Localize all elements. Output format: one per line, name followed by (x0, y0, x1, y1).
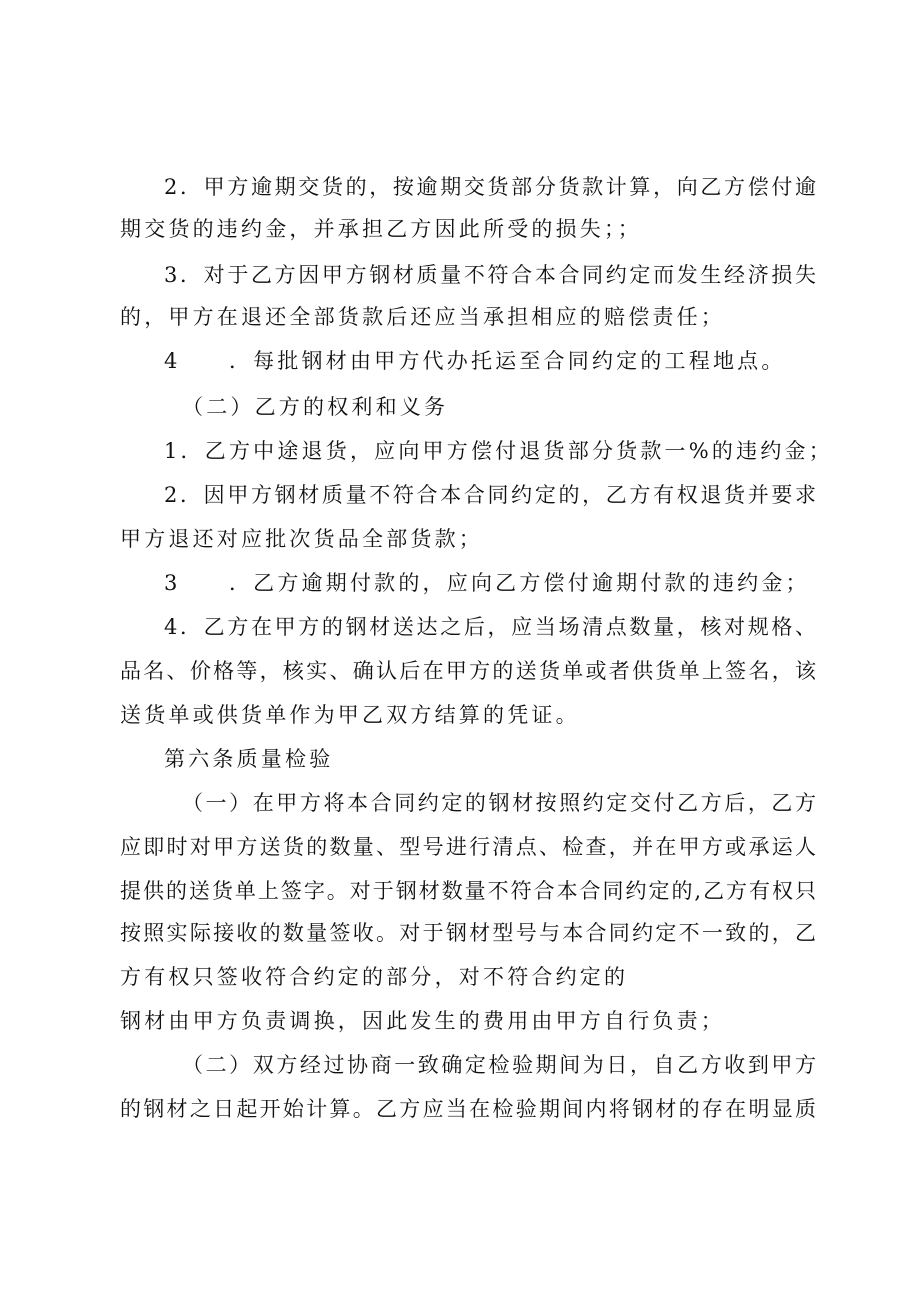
paragraph-line: 送货单或供货单作为甲乙双方结算的凭证。 (120, 703, 580, 727)
paragraph-line: （一）在甲方将本合同约定的钢材按照约定交付乙方后，乙方 (182, 791, 816, 815)
paragraph-line: （二）双方经过协商一致确定检验期间为日，自乙方收到甲方 (182, 1053, 816, 1077)
paragraph-line: 的，甲方在退还全部货款后还应当承担相应的赔偿责任； (120, 305, 725, 329)
paragraph-line: 期交货的违约金，并承担乙方因此所受的损失；； (120, 217, 642, 241)
paragraph-line: 提供的送货单上签字。对于钢材数量不符合本合同约定的,乙方有权只 (120, 879, 816, 903)
paragraph-line: 的钢材之日起开始计算。乙方应当在检验期间内将钢材的存在明显质 (120, 1097, 816, 1121)
article-heading: 第六条质量检验 (164, 747, 334, 771)
paragraph-line: 方有权只签收符合约定的部分，对不符合约定的 (120, 965, 629, 989)
paragraph-line: 4 ．每批钢材由甲方代办托运至合同约定的工程地点。 (164, 349, 786, 373)
paragraph-line: 2．甲方逾期交货的，按逾期交货部分货款计算，向乙方偿付逾 (164, 175, 816, 199)
paragraph-line: 3．对于乙方因甲方钢材质量不符合本合同约定而发生经济损失 (164, 263, 816, 287)
paragraph-line: 3 ．乙方逾期付款的，应向乙方偿付逾期付款的违约金； (164, 571, 810, 595)
paragraph-line: 甲方退还对应批次货品全部货款； (120, 527, 483, 551)
paragraph-line: 品名、价格等，核实、确认后在甲方的送货单或者供货单上签名，该 (120, 659, 816, 683)
paragraph-line: 2．因甲方钢材质量不符合本合同约定的，乙方有权退货并要求 (164, 483, 816, 507)
paragraph-line: 4．乙方在甲方的钢材送达之后，应当场清点数量，核对规格、 (164, 615, 816, 639)
paragraph-line: 1．乙方中途退货，应向甲方偿付退货部分货款一%的违约金； (164, 439, 833, 463)
paragraph-line: 应即时对甲方送货的数量、型号进行清点、检查，并在甲方或承运人 (120, 835, 816, 859)
paragraph-line: 按照实际接收的数量签收。对于钢材型号与本合同约定不一致的，乙 (120, 921, 816, 945)
paragraph-line: 钢材由甲方负责调换，因此发生的费用由甲方自行负责； (120, 1009, 725, 1033)
section-heading: （二）乙方的权利和义务 (182, 395, 449, 419)
